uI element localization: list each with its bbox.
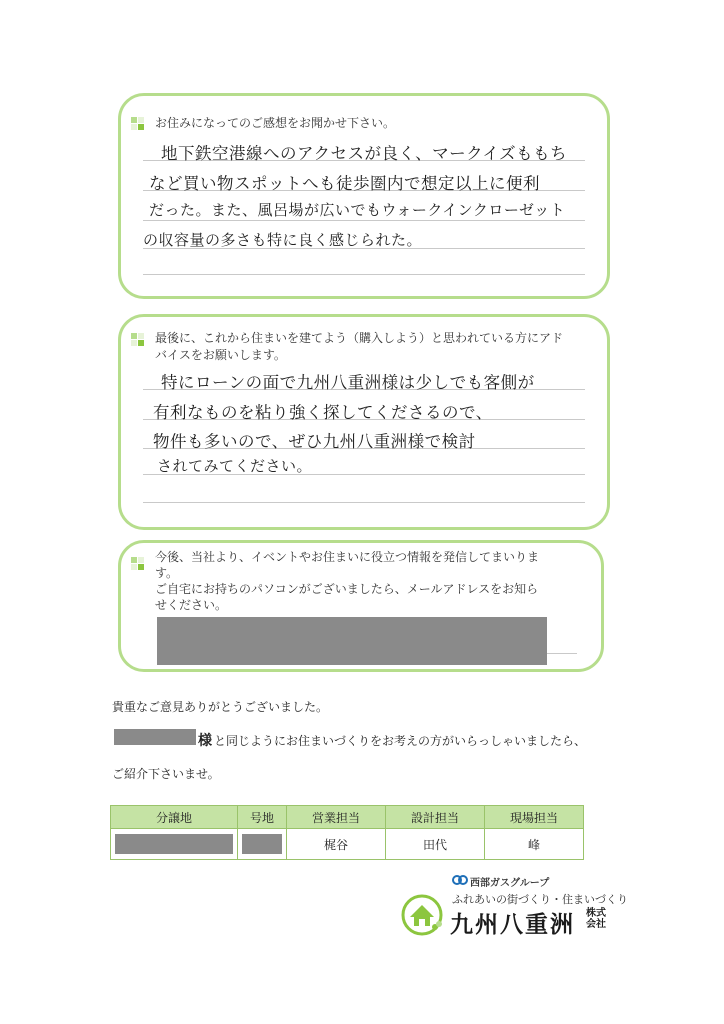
- email-question: [155, 549, 539, 613]
- redacted-subdivision: [115, 834, 233, 854]
- sama-honorific: 様: [198, 733, 212, 749]
- handwritten-answer-line: など買い物スポットへも徒歩圏内で想定以上に便利: [149, 174, 540, 193]
- group-mark-icon: [452, 874, 468, 886]
- cell-lot-number: [238, 829, 287, 860]
- kabushiki-top: 株式: [586, 908, 606, 919]
- email-question-line: 今後、当社より、イベントやお住まいに役立つ情報を発信してまいりま: [155, 550, 540, 564]
- header-sales-rep: 営業担当: [287, 806, 386, 829]
- ruled-line: [143, 502, 585, 503]
- advice-question: [155, 330, 563, 364]
- cell-sales-rep: 梶谷: [287, 829, 386, 860]
- impressions-question: お住みになってのご感想をお聞かせ下さい。: [155, 116, 396, 130]
- email-question-line: す。: [155, 566, 179, 580]
- request-text: ご紹介下さいませ。: [112, 767, 220, 781]
- advice-box: [118, 314, 610, 530]
- email-question-line: せください。: [155, 598, 228, 612]
- kabushiki-kaisha-label: [586, 908, 606, 930]
- cell-site-rep: 峰: [485, 829, 584, 860]
- bullet-square-icon: [131, 557, 149, 575]
- cell-subdivision: [111, 829, 238, 860]
- thanks-text: 貴重なご意見ありがとうございました。: [112, 700, 329, 714]
- advice-question-line: 最後に、これから住まいを建てよう（購入しよう）と思われている方にアド: [155, 331, 564, 345]
- company-name: 九州八重洲: [450, 912, 575, 938]
- redacted-customer-name: [114, 729, 196, 745]
- email-question-line: ご自宅にお持ちのパソコンがございましたら、メールアドレスをお知ら: [155, 582, 539, 596]
- handwritten-answer-line: だった。また、風呂場が広いでもウォークインクローゼット: [149, 201, 566, 219]
- header-subdivision: 分譲地: [111, 806, 238, 829]
- referral-text: と同じようにお住まいづくりをお考えの方がいらっしゃいましたら、: [214, 734, 587, 748]
- staff-table: [110, 805, 584, 860]
- redacted-lot-number: [242, 834, 282, 854]
- handwritten-answer-line: 特にローンの面で九州八重洲様は少しでも客側が: [161, 373, 535, 392]
- handwritten-answer-line: 地下鉄空港線へのアクセスが良く、マークイズももち: [161, 144, 568, 163]
- ruled-line: [143, 274, 585, 275]
- handwritten-answer-line: 有利なものを粘り強く探してくださるので、: [153, 403, 493, 422]
- handwritten-answer-line: 物件も多いので、ぜひ九州八重洲様で検討: [153, 432, 476, 451]
- ruled-line: [547, 653, 577, 654]
- staff-table-row: [111, 829, 584, 860]
- company-tagline: ふれあいの街づくり・住まいづくり: [452, 893, 628, 906]
- redacted-email-address: [157, 617, 547, 665]
- email-box: [118, 540, 604, 672]
- header-lot-number: 号地: [238, 806, 287, 829]
- handwritten-answer-line: の収容量の多さも特に良く感じられた。: [143, 231, 423, 249]
- house-clover-icon: [400, 894, 444, 936]
- staff-table-header-row: [111, 806, 584, 829]
- header-design-rep: 設計担当: [386, 806, 485, 829]
- header-site-rep: 現場担当: [485, 806, 584, 829]
- impressions-box: [118, 93, 610, 299]
- group-name: 西部ガスグループ: [470, 878, 550, 889]
- kabushiki-bottom: 会社: [586, 919, 606, 930]
- ruled-line: [143, 220, 585, 221]
- handwritten-answer-line: されてみてください。: [157, 457, 313, 475]
- bullet-square-icon: [131, 117, 149, 135]
- bullet-square-icon: [131, 333, 149, 351]
- advice-question-line: バイスをお願いします。: [155, 348, 286, 362]
- cell-design-rep: 田代: [386, 829, 485, 860]
